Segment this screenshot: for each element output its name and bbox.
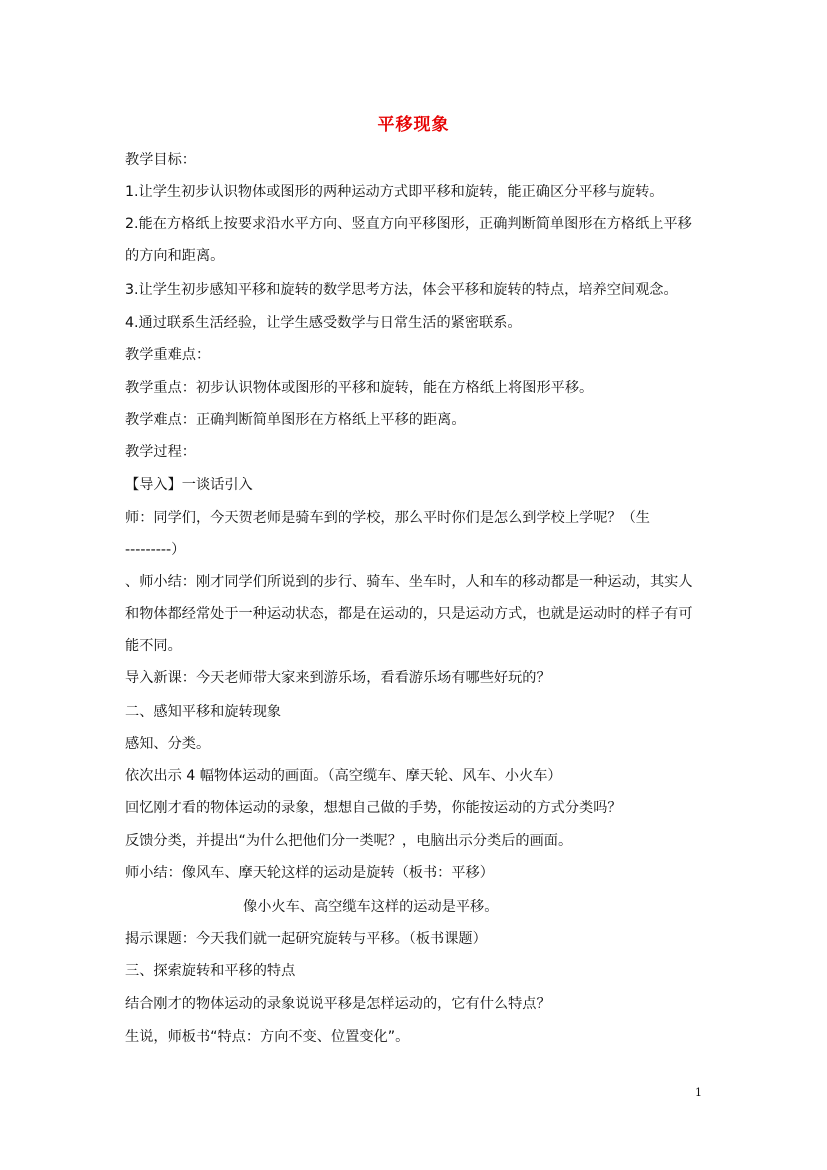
text-line: 能不同。: [125, 638, 182, 654]
text-line: 反馈分类，并提出“为什么把他们分一类呢？，电脑出示分类后的画面。: [125, 833, 573, 849]
text-line: 师：同学们，今天贺老师是骑车到的学校，那么平时你们是怎么到学校上学呢？（生: [125, 510, 650, 526]
text-line: 2.能在方格纸上按要求沿水平方向、竖直方向平移图形，正确判断简单图形在方格纸上平移: [125, 216, 692, 232]
text-line: 回忆刚才看的物体运动的录象，想想自己做的手势，你能按运动的方式分类吗？: [125, 800, 622, 816]
text-line: 3.让学生初步感知平移和旋转的数学思考方法，体会平移和旋转的特点，培养空间观念。: [125, 282, 678, 298]
text-line: 感知、分类。: [125, 736, 211, 752]
text-line: 教学重难点：: [125, 347, 211, 363]
text-line: 和物体都经常处于一种运动状态，都是在运动的，只是运动方式，也就是运动时的样子有可: [125, 606, 693, 622]
text-line: 的方向和距离。: [125, 248, 225, 264]
document-title: 平移现象: [377, 115, 450, 135]
text-line: 【导入】一谈话引入: [125, 477, 253, 493]
text-line: 结合刚才的物体运动的录象说说平移是怎样运动的，它有什么特点？: [125, 996, 551, 1012]
text-line: 教学过程：: [125, 444, 196, 460]
text-line: 教学重点：初步认识物体或图形的平移和旋转，能在方格纸上将图形平移。: [125, 380, 594, 396]
text-line: 、师小结：刚才同学们所说到的步行、骑车、坐车时，人和车的移动都是一种运动，其实人: [125, 574, 693, 590]
text-line: 三、探索旋转和平移的特点: [125, 963, 296, 979]
text-line: 教学目标：: [125, 152, 196, 168]
text-line: 教学难点：正确判断简单图形在方格纸上平移的距离。: [125, 412, 466, 428]
text-line: ---------）: [125, 542, 186, 558]
text-line: 揭示课题：今天我们就一起研究旋转与平移。（板书课题）: [125, 931, 487, 947]
text-line: 像小火车、高空缆车这样的运动是平移。: [243, 899, 499, 915]
text-line: 依次出示 4 幅物体运动的画面。（高空缆车、摩天轮、风车、小火车）: [125, 768, 562, 784]
text-line: 1.让学生初步认识物体或图形的两种运动方式即平移和旋转，能正确区分平移与旋转。: [125, 184, 664, 200]
text-line: 4.通过联系生活经验，让学生感受数学与日常生活的紧密联系。: [125, 315, 522, 331]
text-line: 二、感知平移和旋转现象: [125, 704, 282, 720]
page-number: 1: [695, 1086, 702, 1099]
text-line: 师小结：像风车、摩天轮这样的运动是旋转（板书：平移）: [125, 865, 494, 881]
text-line: 生说，师板书“特点：方向不变、位置变化”。: [125, 1029, 410, 1045]
text-line: 导入新课：今天老师带大家来到游乐场，看看游乐场有哪些好玩的？: [125, 670, 551, 686]
